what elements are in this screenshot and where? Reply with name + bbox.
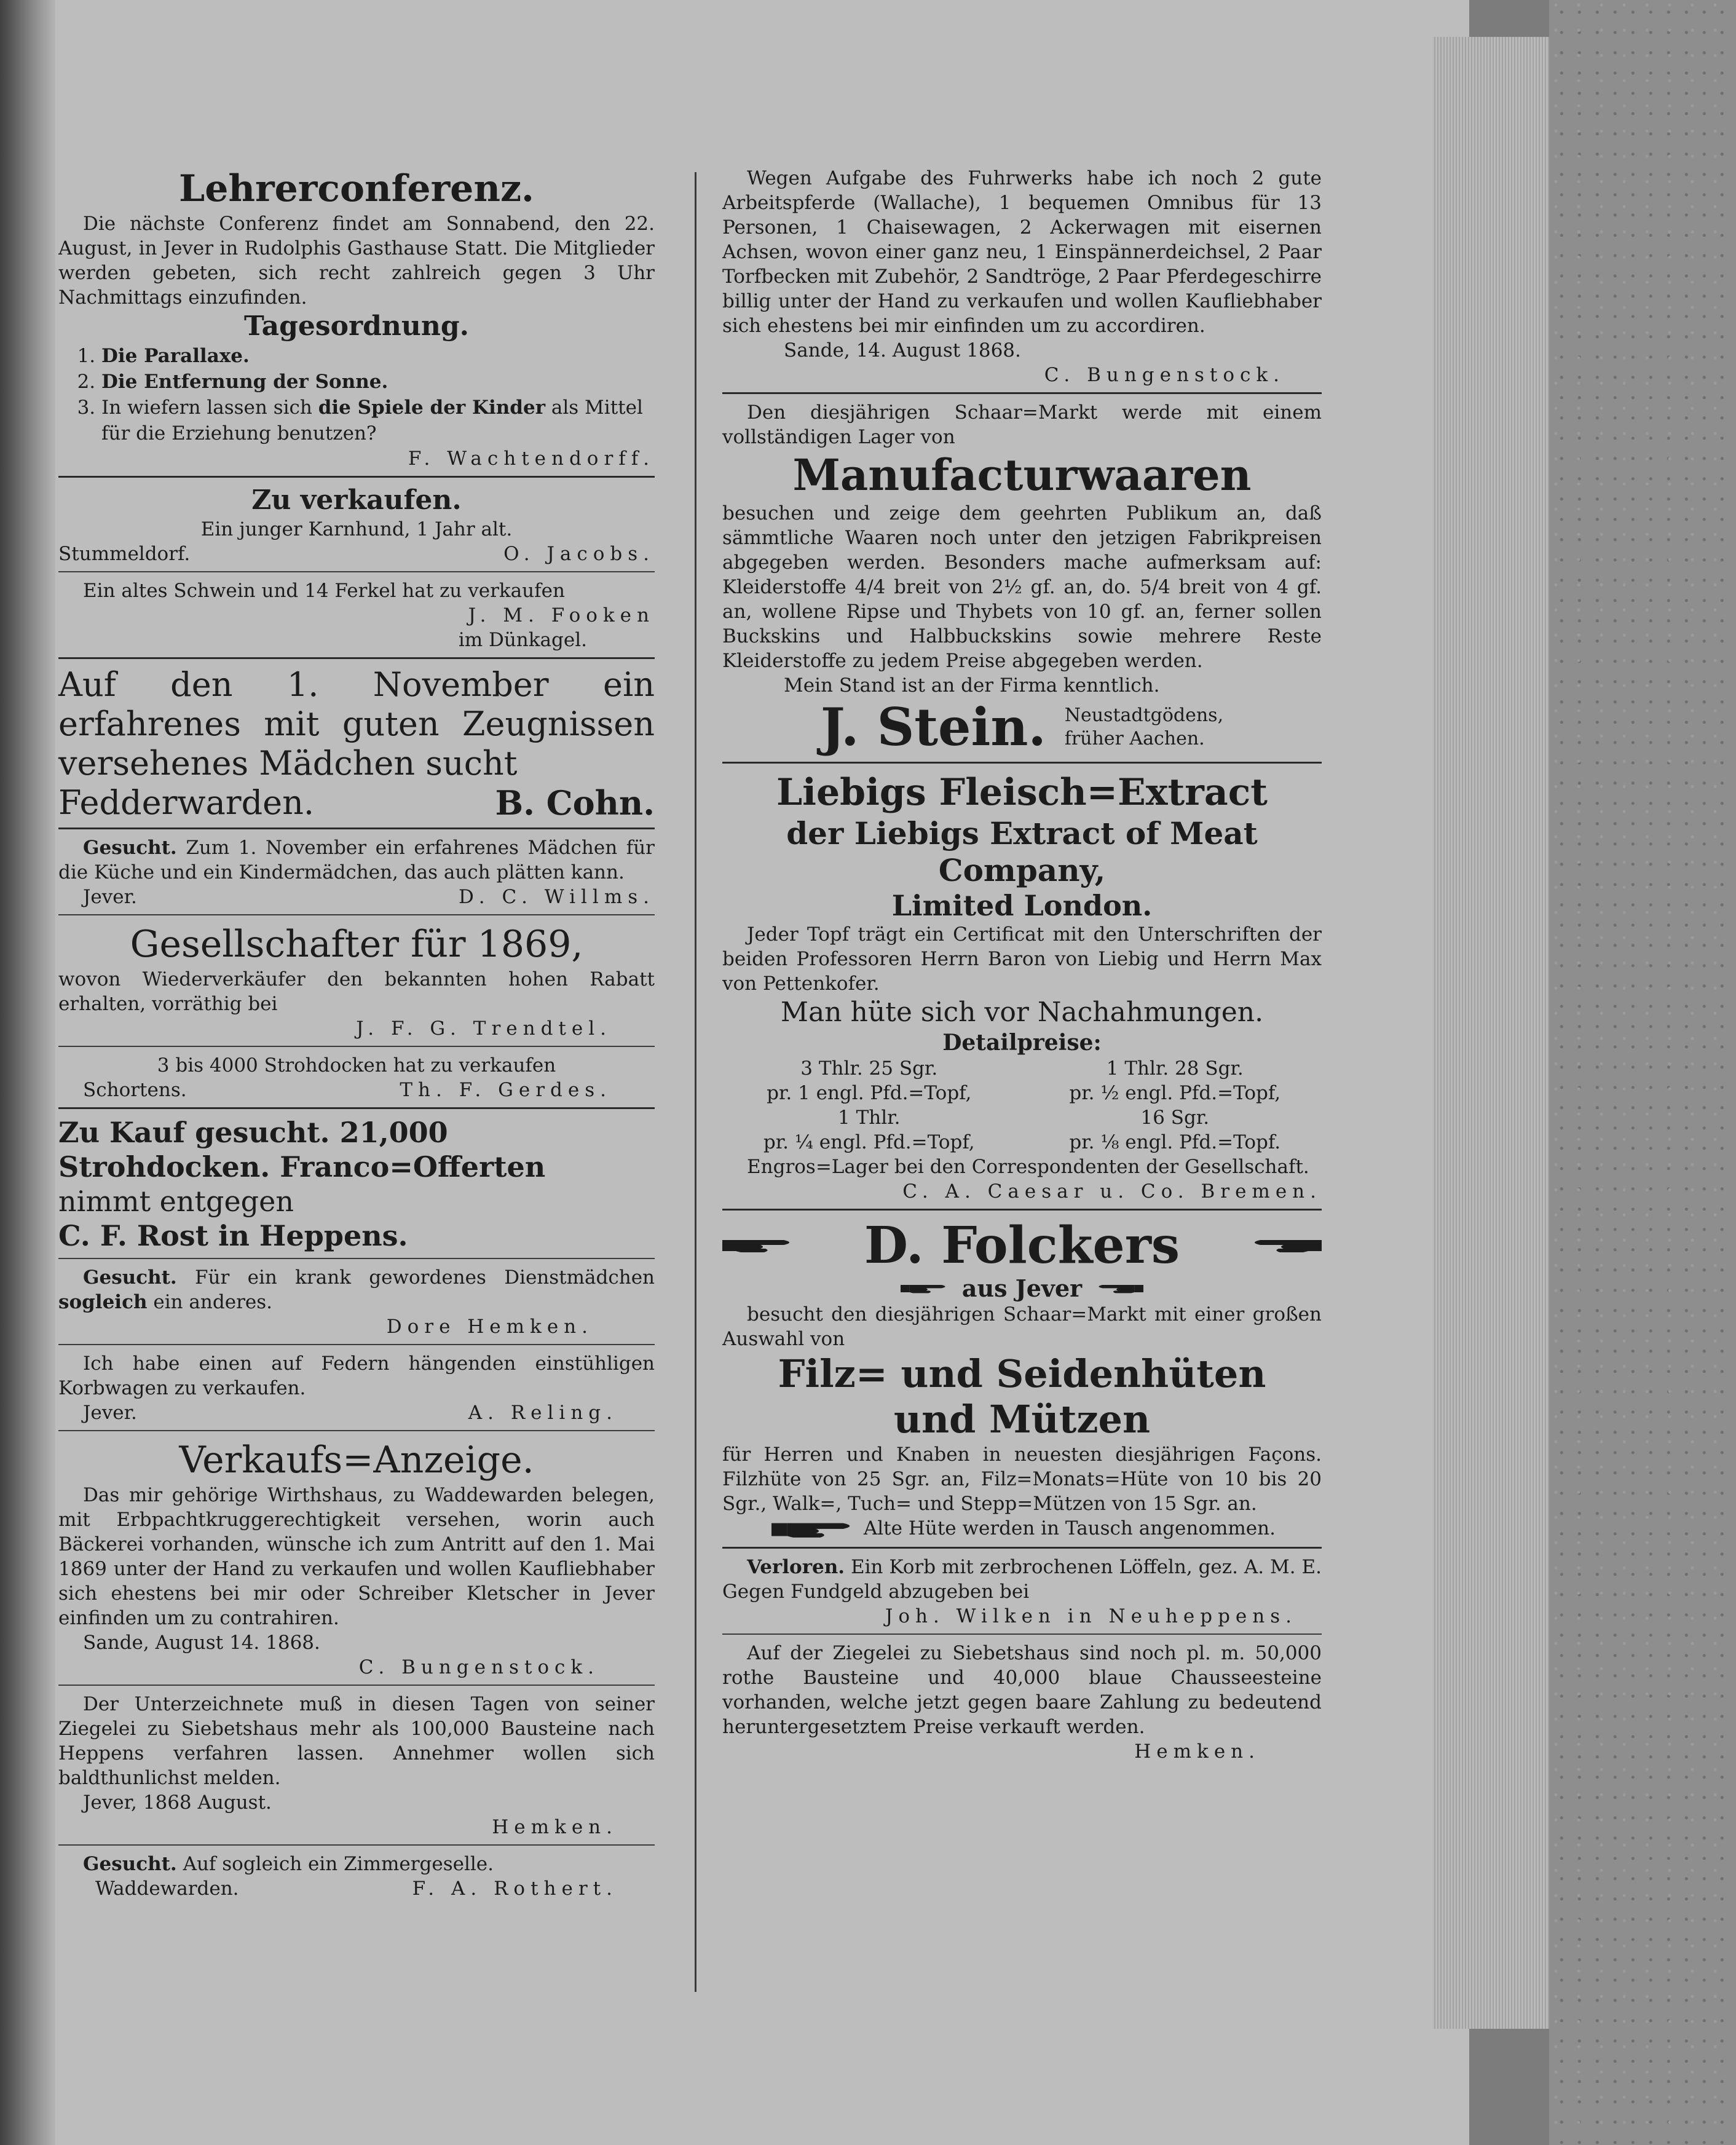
ad-rost [58,1115,655,1253]
ad-lead: Gesucht. [83,837,177,859]
ad-title: Lehrerconferenz. [179,167,534,210]
ad-place: Waddewarden. [95,1878,239,1900]
ad-lead: Gesucht. [83,1853,177,1875]
ad-signature: Hemken. [1134,1740,1260,1763]
ad-date: Sande, August 14. 1868. [83,1632,320,1654]
ad-body: Gesucht. Auf sogleich ein Zimmergeselle. [83,1853,494,1875]
ad-signature: D. C. Willms. [459,886,655,908]
ad-divider [58,476,655,478]
ad-body: Gesucht. Für ein krank gewordenes Dienstmädchen sogleich ein anderes. [58,1266,655,1313]
ad-footer [58,1400,655,1425]
ad-signature: C. A. Caesar u. Co. Bremen. [902,1180,1322,1203]
ad-footer [58,1876,655,1901]
ad-signature: C. Bungenstock. [1044,364,1285,386]
ad-divider [58,1430,655,1431]
ad-engros: Engros=Lager bei den Correspondenten der Gesellschaft. [747,1156,1309,1178]
price-cell: 1 Thlr. 28 Sgr. [1106,1057,1244,1080]
ad-date: Jever, 1868 August. [83,1791,272,1814]
pointing-hand-left-icon [1248,1235,1322,1256]
ad-header [722,1217,1322,1274]
ad-signature-block [722,698,1322,757]
ad-signature: Th. F. Gerdes. [400,1079,612,1101]
book-spine [0,0,55,2145]
right-column [722,166,1322,1768]
ad-body: Wegen Aufgabe des Fuhrwerks habe ich noch 2 gute Arbeitspferde (Wallache), 1 bequemen Omnibus für 13 Personen, 1 Chaisewagen, 2 Ackerwagen mit eisernen Achsen, wovon einer ganz neu, 1 Einspännerdeichsel, 2 Paar Torfbecken mit Zubehör, 2 Sandtröge, 2 Paar Pferdegeschirre billig unter der Hand zu verkaufen und wollen Kaufliebhaber sich ehestens bei mir einfinden um zu accordiren. [722,167,1322,337]
ad-strohdocken [58,1053,655,1102]
ad-gesellschafter [58,922,655,1041]
ad-divider [722,1209,1322,1211]
ad-karnhund [58,484,655,566]
pointing-hand-left-icon [1094,1278,1143,1299]
ad-title: Zu verkaufen. [251,484,462,516]
pointing-hand-right-icon [722,1235,796,1256]
ad-body: Auf der Ziegelei zu Siebetshaus sind noch pl. m. 50,000 rothe Bausteine und 40,000 blaue Chausseesteine vorhanden, welche jetzt gegen baare Zahlung zu bedeutend heruntergesetztem Preise verkauft werden. [722,1641,1322,1738]
ad-footer [58,783,655,823]
ad-liebig [722,770,1322,1204]
book-cover [1549,0,1736,2145]
ad-date: Sande, 14. August 1868. [784,339,1021,361]
price-cell: 3 Thlr. 25 Sgr. [800,1057,938,1080]
ad-body: 3 bis 4000 Strohdocken hat zu verkaufen [157,1054,556,1076]
ad-body: Der Unterzeichnete muß in diesen Tagen von seiner Ziegelei zu Siebetshaus mehr als 100,000 Bausteine nach Heppens verfahren lassen. Annehmer wollen sich baldthunlichst melden. [58,1693,655,1789]
ad-divider [58,1046,655,1047]
ad-lehrerconferenz [58,166,655,471]
ad-body: Jeder Topf trägt ein Certificat mit den Unterschriften der beiden Professoren Herrn Baron von Liebig und Herrn Max von Pettenkofer. [722,923,1322,995]
ad-title: Filz= und Seidenhüten [778,1351,1266,1396]
ad-body: Das mir gehörige Wirthshaus, zu Waddewarden belegen, mit Erbpachtkruggerechtigkeit versehen, worin auch Bäckerei vorhanden, wünsche ich zum Antritt auf den 1. Mai 1869 unter der Hand zu verkaufen und wollen Kaufliebhaber sich ehestens bei mir oder Schreiber Kletscher in Jever einfinden um zu contrahiren. [58,1484,655,1629]
ad-body: Die nächste Conferenz findet am Sonnabend, den 22. August, in Jever in Rudolphis Gasthause Statt. Die Mitglieder werden gebeten, sich recht zahlreich gegen 3 Uhr Nachmittags einzufinden. [58,213,655,309]
ad-signature: Dore Hemken. [386,1316,593,1338]
ad-body: Ein altes Schwein und 14 Ferkel hat zu verkaufen [83,580,565,602]
ad-body: Ein junger Karnhund, 1 Jahr alt. [200,518,513,540]
ad-divider [58,1844,655,1846]
agenda-item: 3. In wiefern lassen sich die Spiele der Kinder als Mittel für die Erziehung benutzen? [101,395,655,446]
ad-signature: J. M. Fooken [468,604,655,626]
ad-rothert [58,1852,655,1901]
price-cell: 16 Sgr. [1140,1107,1210,1129]
ad-line: nimmt entgegen [58,1185,294,1218]
ad-siebetshaus [722,1641,1322,1764]
column-divider [695,172,696,1992]
ad-dienstmaedchen [58,1265,655,1339]
ad-signature: A. Reling. [468,1402,618,1424]
ad-place: Stummeldorf. [58,543,191,565]
ad-verloren [722,1555,1322,1629]
ad-line: Zu Kauf gesucht. 21,000 [58,1116,448,1149]
ad-signature: O. Jacobs. [503,543,655,565]
ad-folckers [722,1217,1322,1542]
ad-title: Gesellschafter für 1869, [130,923,583,966]
ad-title: Verkaufs=Anzeige. [179,1439,534,1482]
ad-signature: J. F. G. Trendtel. [356,1017,612,1040]
ad-divider [58,657,655,659]
ad-line: Strohdocken. Franco=Offerten [58,1150,546,1183]
price-cell: pr. ½ engl. Pfd.=Topf, [1069,1082,1281,1104]
ad-body: Auf den 1. November ein erfahrenes mit guten Zeugnissen versehenes Mädchen sucht [58,665,655,783]
ad-verkaufs-anzeige [58,1437,655,1680]
ad-divider [58,914,655,915]
ad-place: Schortens. [83,1079,187,1101]
agenda-list [58,343,655,446]
ad-body: besuchen und zeige dem geehrten Publikum an, daß sämmtliche Waaren noch unter den jetzigen Fabrikpreisen abgegeben werden. Besonders mache aufmerksam auf: Kleiderstoffe 4/4 breit von 2½ gf. an, do. 5/4 breit von 4 gf. an, wollene Ripse und Thybets von 10 gf. an, ferner sollen Buckskins und Halbbuckskins sowie mehrere Reste Kleiderstoffe zu jedem Preise abgegeben werden. [722,502,1322,672]
ad-signature: B. Cohn. [495,783,655,823]
ad-footer [58,542,655,566]
left-column [58,166,655,1905]
ad-fuhrwerk [722,166,1322,387]
ad-footer [58,885,655,909]
ad-signature: F. Wachtendorff. [408,448,655,470]
ad-title: D. Folckers [864,1216,1180,1275]
ad-stand: Mein Stand ist an der Firma kenntlich. [784,674,1160,697]
ad-subheader [722,1274,1322,1302]
ad-body: Verloren. Ein Korb mit zerbrochenen Löffeln, gez. A. M. E. Gegen Fundgeld abzugeben bei [722,1555,1322,1603]
pointing-hand-right-icon [901,1278,950,1299]
ad-warning: Man hüte sich vor Nachahmungen. [780,997,1264,1028]
ad-subtitle: Limited London. [891,889,1153,922]
ad-body: Ich habe einen auf Federn hängenden einstühligen Korbwagen zu verkaufen. [58,1353,655,1399]
ad-divider [722,1547,1322,1549]
ad-location: Neustadtgödens, früher Aachen. [1064,705,1224,749]
ad-november [58,665,655,823]
ad-divider [58,1258,655,1259]
ad-intro: Den diesjährigen Schaar=Markt werde mit einem vollständigen Lager von [722,401,1322,448]
ad-signature: F. A. Rothert. [412,1878,618,1900]
ad-place: Jever. [83,1402,137,1424]
ad-willms [58,835,655,909]
agenda-item: 2. Die Entfernung der Sonne. [101,369,655,395]
ad-signature-location: im Dünkagel. [458,629,587,651]
ad-place: Fedderwarden. [58,783,315,822]
agenda-title: Tagesordnung. [244,310,469,342]
prices-title: Detailpreise: [942,1030,1102,1056]
ad-subtitle: der Liebigs Extract of Meat Company, [786,815,1258,888]
ad-body: für Herren und Knaben in neuesten diesjährigen Façons. Filzhüte von 25 Sgr. an, Filz=Monats=Hüte von 10 bis 20 Sgr., Walk=, Tuch= und Stepp=Mützen von 15 Sgr. an. [722,1444,1322,1515]
ad-schwein [58,579,655,652]
ad-body: wovon Wiederverkäufer den bekannten hohen Rabatt erhalten, vorräthig bei [58,968,655,1015]
ad-stein [722,400,1322,757]
price-cell: pr. 1 engl. Pfd.=Topf, [767,1082,972,1104]
ad-body: besucht den diesjährigen Schaar=Markt mit einer großen Auswahl von [722,1303,1322,1350]
ad-body: Gesucht. Zum 1. November ein erfahrenes Mädchen für die Küche und ein Kindermädchen, das auch plätten kann. [58,837,655,883]
ad-lead: Verloren. [747,1555,845,1578]
price-cell: pr. ¼ engl. Pfd.=Topf, [763,1131,975,1153]
ad-footer [58,1078,655,1102]
ad-divider [58,571,655,572]
ad-divider [58,1685,655,1686]
ad-title: Liebigs Fleisch=Extract [776,771,1268,814]
ad-reling [58,1351,655,1425]
ad-signature: C. Bungenstock. [358,1656,599,1678]
price-grid [722,1056,1322,1155]
ad-divider [58,828,655,829]
ad-signature: J. Stein. [820,697,1046,757]
ad-note: Alte Hüte werden in Tausch angenommen. [722,1516,1322,1542]
ad-from: aus Jever [961,1274,1083,1302]
ad-divider [58,1344,655,1345]
ad-divider [722,1633,1322,1635]
ad-title: Manufacturwaaren [792,449,1252,500]
ad-signature: Joh. Wilken in Neuheppens. [885,1605,1297,1627]
ad-signature: Hemken. [492,1816,618,1838]
ad-place: Jever. [83,886,137,908]
agenda-item: 1. Die Parallaxe. [101,343,655,369]
pointing-hand-right-icon [771,1517,858,1542]
ad-ziegelei [58,1692,655,1839]
ad-divider [722,762,1322,764]
price-cell: 1 Thlr. [838,1107,901,1129]
ad-title: und Mützen [893,1397,1151,1442]
ad-signature: C. F. Rost in Heppens. [58,1219,408,1252]
ad-divider [58,1107,655,1109]
ad-divider [722,392,1322,394]
ad-lead: Gesucht. [83,1266,177,1289]
page-edges [1432,37,1557,2029]
price-cell: pr. ⅛ engl. Pfd.=Topf. [1069,1131,1281,1153]
